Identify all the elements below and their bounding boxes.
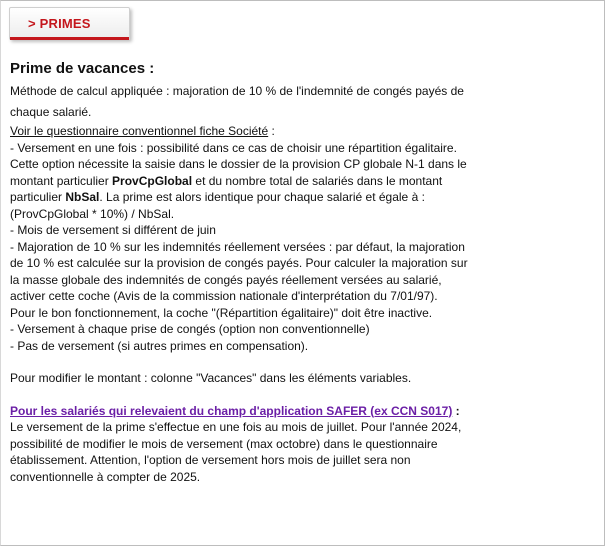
text-line: - Versement en une fois : possibilité dans ce cas de choisir une répartition égalitaire.	[10, 140, 457, 155]
safer-link[interactable]: Pour les salariés qui relevaient du champ d'application SAFER (ex CCN S017)	[10, 403, 453, 418]
text-fragment: particulier	[10, 190, 66, 204]
text-line: Pour le bon fonctionnement, la coche "(Répartition égalitaire)" doit être inactive.	[10, 305, 433, 320]
primes-tab-label: > PRIMES	[28, 16, 91, 31]
text-fragment: et du nombre total de salariés dans le montant	[192, 173, 443, 188]
primes-section-tab[interactable]	[9, 7, 130, 40]
questionnaire-suffix: :	[268, 124, 275, 138]
safer-line: établissement. Attention, l'option de versement hors mois de juillet sera non	[10, 453, 411, 467]
safer-line: possibilité de modifier le mois de versement (max octobre) dans le questionnaire	[10, 436, 438, 451]
safer-line: conventionnelle à compter de 2025.	[10, 469, 201, 484]
intro-line-2: chaque salarié.	[10, 105, 92, 119]
text-line: Cette option nécessite la saisie dans le dossier de la provision CP globale N-1 dans le	[10, 157, 467, 171]
text-line: - Pas de versement (si autres primes en compensation).	[10, 338, 309, 353]
provcpglobal-term: ProvCpGlobal	[112, 173, 193, 188]
tab-underline	[10, 37, 129, 40]
questionnaire-line	[10, 123, 598, 140]
modify-line: Pour modifier le montant : colonne "Vacances" dans les éléments variables.	[10, 371, 412, 385]
safer-suffix: :	[452, 403, 460, 418]
text-line: la masse globale des indemnités de congés payés réellement versées au salarié,	[10, 272, 442, 287]
text-line	[10, 189, 598, 206]
text-line: de 10 % est calculée sur la provision de congés payés. Pour calculer la majoration sur	[10, 256, 468, 270]
spacer	[10, 354, 598, 370]
document-body	[10, 81, 598, 485]
text-line: - Majoration de 10 % sur les indemnités réellement versées : par défaut, la majoration	[10, 239, 465, 254]
page-title: Prime de vacances :	[10, 60, 155, 77]
text-line	[10, 173, 598, 190]
safer-heading	[10, 403, 598, 420]
text-fragment: . La prime est alors identique pour chaque salarié et égale à :	[99, 190, 425, 204]
spacer	[10, 387, 598, 403]
intro-line-1: Méthode de calcul appliquée : majoration de 10 % de l'indemnité de congés payés de	[10, 84, 464, 98]
text-fragment: montant particulier	[10, 173, 113, 188]
text-line: - Mois de versement si différent de juin	[10, 223, 216, 237]
questionnaire-link[interactable]: Voir le questionnaire conventionnel fiche Société	[10, 124, 269, 138]
text-line: activer cette coche (Avis de la commission nationale d'interprétation du 7/01/97).	[10, 289, 438, 303]
safer-line: Le versement de la prime s'effectue en une fois au mois de juillet. Pour l'année 2024,	[10, 420, 462, 434]
text-line: (ProvCpGlobal * 10%) / NbSal.	[10, 206, 175, 221]
text-line: - Versement à chaque prise de congés (option non conventionnelle)	[10, 322, 370, 336]
nbsal-term: NbSal	[65, 190, 100, 204]
